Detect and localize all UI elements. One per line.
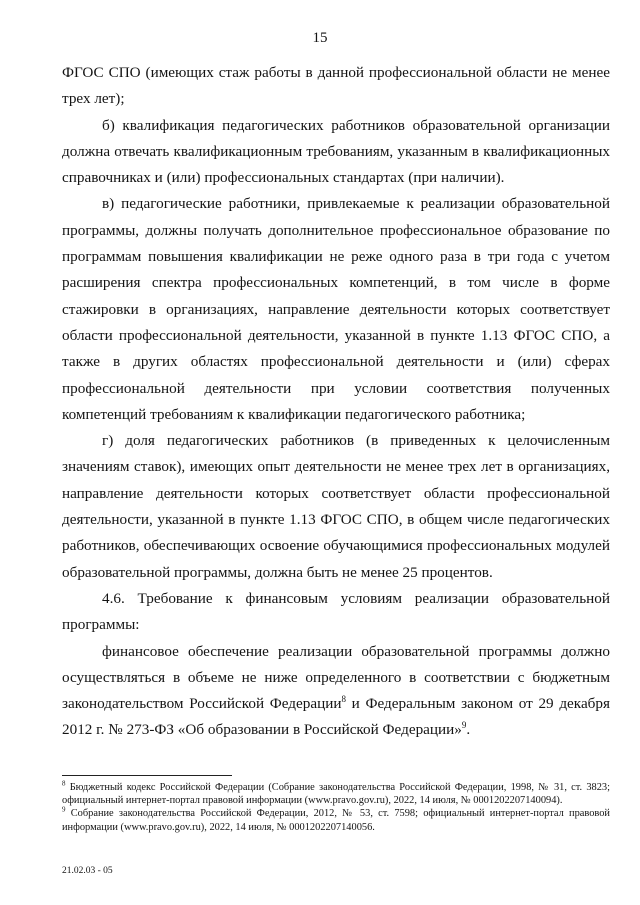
paragraph-financial-end: .: [466, 721, 471, 739]
footnote-marker: 9: [62, 805, 66, 814]
paragraph-v: в) педагогические работники, привлекаемые к реализации образовательной программы, должны получать дополнительное профессиональное образование по программам повышения квалификации не реже одного раза в три года с учетом расширения спектра профессиональных компетенций, в том числе в форме стажировки в организациях, направление деятельности которых соответствует области профессиональной деятельности, указанной в пункте 1.13 ФГОС СПО, а также в других областях профессиональной деятельности и (или) сферах профессиональной деятельности при условии соответствия полученных компетенций требованиям к квалификации педагогического работника;: [62, 195, 610, 423]
paragraph-g: г) доля педагогических работников (в приведенных к целочисленным значениям ставок), имеющих опыт деятельности не менее трех лет в организациях, направление деятельности которых соответствует области профессиональной деятельности, указанной в пункте 1.13 ФГОС СПО, в общем числе педагогических работников, обеспечивающих освоение обучающимися профессиональных модулей образовательной программы, должна быть не менее 25 процентов.: [62, 432, 610, 581]
paragraph-continuation: ФГОС СПО (имеющих стаж работы в данной профессиональной области не менее трех лет);: [62, 64, 610, 108]
footnote-text: Собрание законодательства Российской Федерации, 2012, № 53, ст. 7598; официальный интернет-портал правовой информации (www.pravo.gov.ru), 2022, 14 июля, № 0001202207140056.: [62, 808, 610, 833]
paragraph-financial: [62, 639, 610, 744]
footnote-divider: [62, 775, 232, 776]
paragraph-financial-text-2: и Федеральным законом от 29 декабря 2012 г. № 273-ФЗ «Об образовании в Российской Федерации»: [62, 695, 610, 739]
body-text: [62, 60, 610, 744]
footnote-ref-9: 9: [461, 720, 467, 731]
footnotes: [62, 781, 610, 834]
footnote-marker: 8: [62, 779, 66, 788]
footnote-9: [62, 807, 610, 833]
page-number: 15: [312, 30, 328, 46]
footnote-ref-8: 8: [341, 694, 346, 705]
footnote-text: Бюджетный кодекс Российской Федерации (Собрание законодательства Российской Федерации, 1998, № 31, ст. 3823; официальный интернет-портал правовой информации (www.pravo.gov.ru), 2022, 14 июля, № 0001202207140094).: [62, 782, 610, 807]
paragraph-b: б) квалификация педагогических работников образовательной организации должна отвечать квалификационным требованиям, указанным в квалификационных справочниках и (или) профессиональных стандартах (при наличии).: [62, 116, 610, 187]
paragraph-4-6: 4.6. Требование к финансовым условиям реализации образовательной программы:: [62, 589, 610, 634]
document-code: 21.02.03 - 05: [62, 866, 113, 876]
paragraph-financial-text-1: финансовое обеспечение реализации образовательной программы должно осуществляться в объеме не ниже определенного в соответствии с бюджетным законодательством Российской Федерации: [62, 642, 610, 713]
footnote-8: [62, 781, 610, 807]
